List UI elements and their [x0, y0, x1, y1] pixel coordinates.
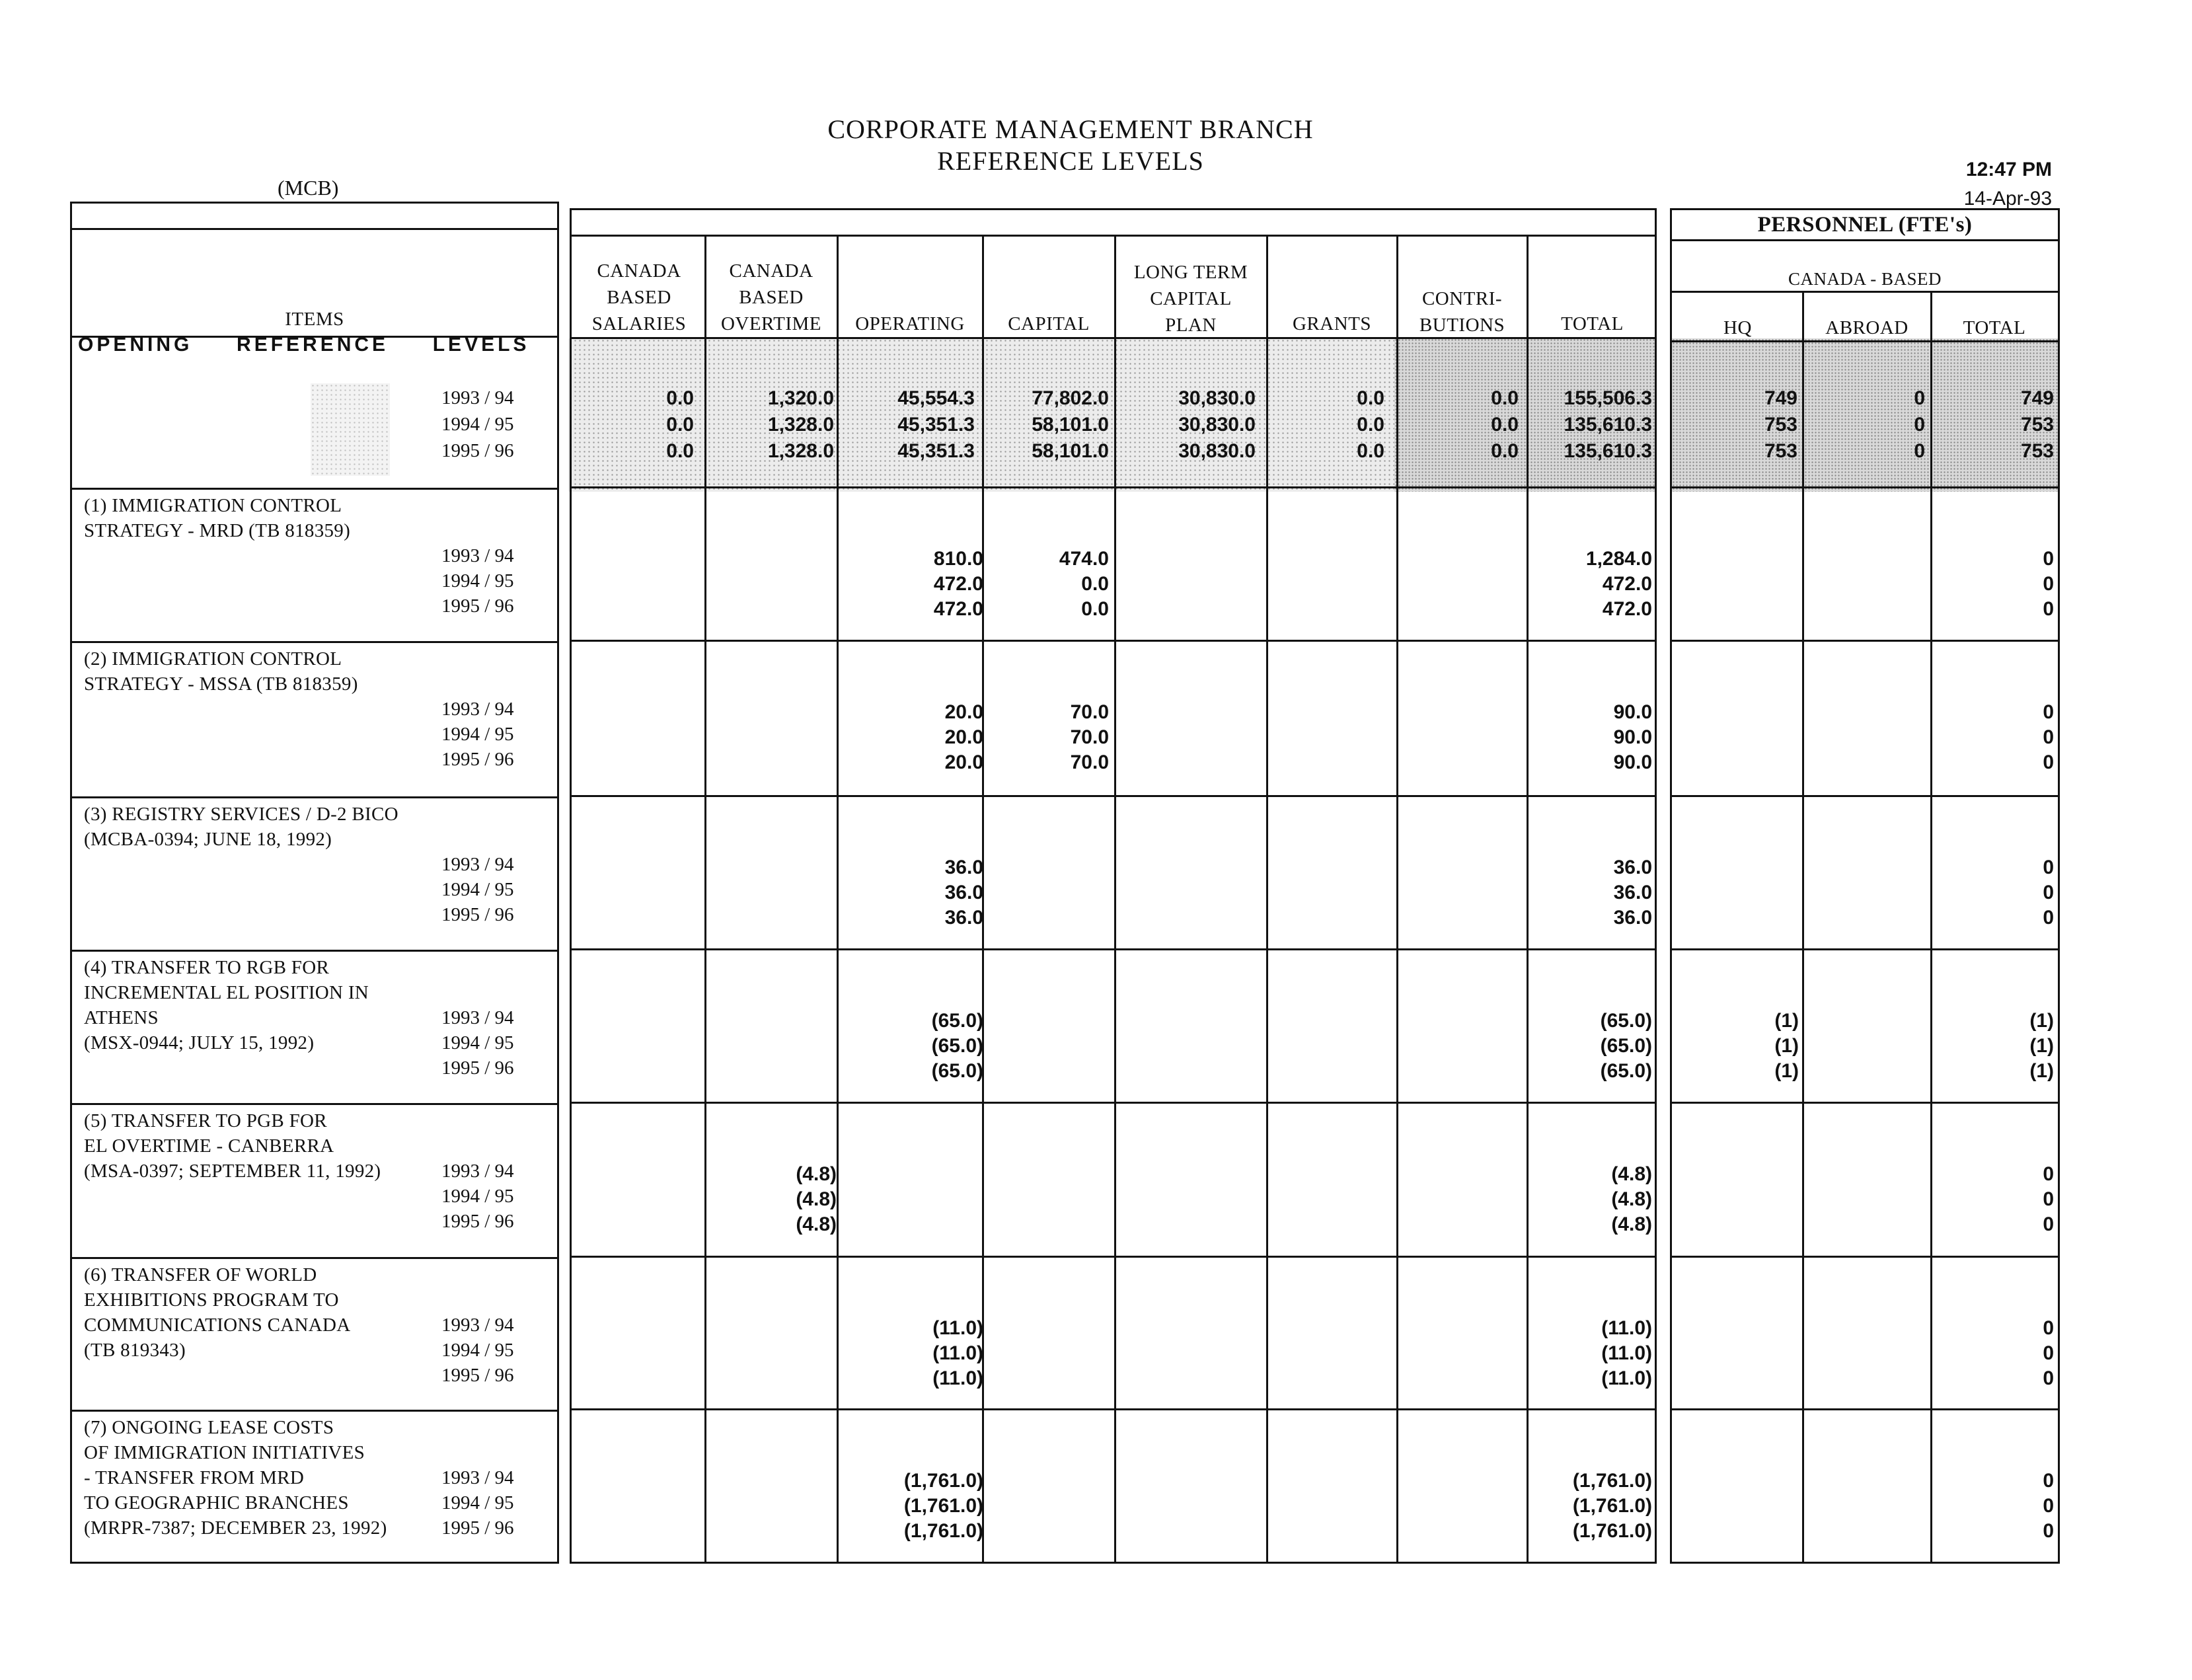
section-6-row-year: 1995 / 96 — [441, 1365, 514, 1386]
section-2-row-year: 1993 / 94 — [441, 699, 514, 720]
section-4-description-line: ATHENS — [84, 1007, 159, 1028]
section-2-total-value: 90.0 — [1613, 751, 1652, 773]
section-7-total-value: (1,761.0) — [1572, 1495, 1652, 1517]
section-7-description-line: (7) ONGOING LEASE COSTS — [84, 1417, 334, 1438]
canada-based-header: CANADA - BASED — [1788, 269, 1942, 289]
report-date: 14-Apr-93 — [1963, 188, 2052, 210]
items-section-divider — [70, 950, 559, 952]
opening-operating-value: 45,351.3 — [897, 440, 975, 462]
opening-salaries-value: 0.0 — [666, 440, 694, 462]
section-6-total-value: (11.0) — [1601, 1317, 1652, 1339]
report-time: 12:47 PM — [1965, 159, 2052, 180]
section-5-row-year: 1994 / 95 — [441, 1186, 514, 1207]
section-6-row-year: 1993 / 94 — [441, 1315, 514, 1336]
ltcp-header: LONG TERM CAPITAL PLAN — [1133, 262, 1248, 336]
section-1-row-year: 1994 / 95 — [441, 570, 514, 592]
hq-header: HQ — [1723, 317, 1752, 338]
opening-operating-value: 45,554.3 — [897, 387, 975, 409]
section-1-description-line: STRATEGY - MRD (TB 818359) — [84, 520, 351, 541]
section-1-operating-value: 810.0 — [933, 548, 983, 570]
financial-section-divider — [570, 640, 1657, 642]
personnel-column-divider — [1802, 291, 1804, 1564]
financial-section-divider — [570, 1408, 1657, 1410]
section-4-hq-value: (1) — [1774, 1010, 1799, 1032]
section-6-description-line: (TB 819343) — [84, 1340, 186, 1361]
personnel-header-rule — [1670, 239, 2060, 241]
section-3-row-year: 1995 / 96 — [441, 904, 514, 925]
section-7-row-year: 1995 / 96 — [441, 1517, 514, 1539]
section-5-row-year: 1993 / 94 — [441, 1161, 514, 1182]
section-1-total-value: 472.0 — [1602, 598, 1652, 620]
section-2-row-year: 1994 / 95 — [441, 724, 514, 745]
section-3-operating-value: 36.0 — [944, 882, 983, 903]
opening-fte_total-value: 753 — [2020, 414, 2054, 436]
section-4-operating-value: (65.0) — [931, 1035, 983, 1057]
section-4-fte_total-value: (1) — [2029, 1035, 2054, 1057]
section-3-row-year: 1993 / 94 — [441, 854, 514, 875]
report-subtitle: REFERENCE LEVELS — [937, 146, 1204, 176]
section-4-total-value: (65.0) — [1600, 1060, 1652, 1082]
section-2-capital-value: 70.0 — [1070, 701, 1109, 723]
section-3-total-value: 36.0 — [1613, 907, 1652, 929]
section-1-operating-value: 472.0 — [933, 598, 983, 620]
section-5-total-value: (4.8) — [1611, 1213, 1652, 1235]
section-1-operating-value: 472.0 — [933, 573, 983, 595]
section-6-total-value: (11.0) — [1601, 1367, 1652, 1389]
section-2-fte_total-value: 0 — [2043, 701, 2054, 723]
section-7-operating-value: (1,761.0) — [903, 1470, 983, 1492]
section-2-capital-value: 70.0 — [1070, 751, 1109, 773]
opening-reference-levels-label: OPENING REFERENCE LEVELS — [78, 334, 530, 356]
financial-section-divider — [570, 948, 1657, 950]
section-5-overtime-value: (4.8) — [796, 1163, 837, 1185]
section-2-fte_total-value: 0 — [2043, 751, 2054, 773]
section-6-operating-value: (11.0) — [932, 1317, 983, 1339]
opening-total-value: 135,610.3 — [1564, 440, 1652, 462]
section-2-total-value: 90.0 — [1613, 701, 1652, 723]
section-6-operating-value: (11.0) — [932, 1342, 983, 1364]
personnel-section-divider — [1670, 795, 2060, 797]
section-3-operating-value: 36.0 — [944, 857, 983, 878]
opening-hq-value: 749 — [1764, 387, 1797, 409]
section-2-operating-value: 20.0 — [944, 751, 983, 773]
section-4-description-line: INCREMENTAL EL POSITION IN — [84, 982, 369, 1003]
section-3-fte_total-value: 0 — [2043, 857, 2054, 878]
opening-salaries-value: 0.0 — [666, 414, 694, 436]
items-section-divider — [70, 796, 559, 798]
section-5-fte_total-value: 0 — [2043, 1188, 2054, 1210]
section-4-total-value: (65.0) — [1600, 1010, 1652, 1032]
opening-row-year: 1995 / 96 — [441, 440, 514, 461]
section-2-operating-value: 20.0 — [944, 701, 983, 723]
personnel-section-divider — [1670, 1256, 2060, 1258]
contributions-header: CONTRI- BUTIONS — [1419, 288, 1505, 336]
section-1-total-value: 472.0 — [1602, 573, 1652, 595]
section-6-description-line: (6) TRANSFER OF WORLD — [84, 1264, 317, 1285]
personnel-section-divider — [1670, 1102, 2060, 1104]
section-7-fte_total-value: 0 — [2043, 1495, 2054, 1517]
opening-row-year: 1994 / 95 — [441, 414, 514, 435]
section-5-fte_total-value: 0 — [2043, 1213, 2054, 1235]
section-6-fte_total-value: 0 — [2043, 1367, 2054, 1389]
opening-operating-value: 45,351.3 — [897, 414, 975, 436]
operating-header: OPERATING — [855, 313, 965, 334]
section-6-fte_total-value: 0 — [2043, 1342, 2054, 1364]
opening-capital-value: 77,802.0 — [1032, 387, 1109, 409]
section-3-total-value: 36.0 — [1613, 857, 1652, 878]
section-1-row-year: 1993 / 94 — [441, 545, 514, 566]
opening-capital-value: 58,101.0 — [1032, 440, 1109, 462]
total-header: TOTAL — [1561, 313, 1624, 334]
section-1-row-year: 1995 / 96 — [441, 595, 514, 617]
section-1-fte_total-value: 0 — [2043, 548, 2054, 570]
section-4-operating-value: (65.0) — [931, 1060, 983, 1082]
section-7-row-year: 1993 / 94 — [441, 1467, 514, 1488]
section-3-operating-value: 36.0 — [944, 907, 983, 929]
section-2-total-value: 90.0 — [1613, 726, 1652, 748]
opening-abroad-value: 0 — [1914, 414, 1925, 436]
opening-contributions-value: 0.0 — [1491, 440, 1519, 462]
section-2-capital-value: 70.0 — [1070, 726, 1109, 748]
opening-contributions-value: 0.0 — [1491, 387, 1519, 409]
report-title: CORPORATE MANAGEMENT BRANCH — [827, 114, 1314, 144]
opening-overtime-value: 1,320.0 — [767, 387, 834, 409]
section-7-total-value: (1,761.0) — [1572, 1470, 1652, 1492]
section-1-capital-value: 474.0 — [1059, 548, 1109, 570]
opening-capital-value: 58,101.0 — [1032, 414, 1109, 436]
fte-total-header: TOTAL — [1963, 317, 2026, 338]
opening-abroad-value: 0 — [1914, 387, 1925, 409]
salaries-header: CANADA BASED SALARIES — [591, 260, 687, 334]
section-3-fte_total-value: 0 — [2043, 882, 2054, 903]
section-4-hq-value: (1) — [1774, 1035, 1799, 1057]
financial-section-divider — [570, 486, 1657, 488]
personnel-section-divider — [1670, 1408, 2060, 1410]
section-7-description-line: - TRANSFER FROM MRD — [84, 1467, 305, 1488]
section-5-total-value: (4.8) — [1611, 1188, 1652, 1210]
opening-hq-value: 753 — [1764, 414, 1797, 436]
items-section-divider — [70, 1410, 559, 1412]
section-3-row-year: 1994 / 95 — [441, 879, 514, 900]
section-4-row-year: 1995 / 96 — [441, 1057, 514, 1079]
section-7-fte_total-value: 0 — [2043, 1520, 2054, 1542]
personnel-section-divider — [1670, 948, 2060, 950]
opening-row-year: 1993 / 94 — [441, 387, 514, 408]
section-2-operating-value: 20.0 — [944, 726, 983, 748]
section-1-capital-value: 0.0 — [1081, 598, 1109, 620]
section-4-fte_total-value: (1) — [2029, 1060, 2054, 1082]
personnel-section-divider — [1670, 640, 2060, 642]
section-4-fte_total-value: (1) — [2029, 1010, 2054, 1032]
branch-code: (MCB) — [278, 176, 339, 200]
section-3-fte_total-value: 0 — [2043, 907, 2054, 929]
opening-total-value: 155,506.3 — [1564, 387, 1652, 409]
personnel-section-divider — [1670, 486, 2060, 488]
section-7-row-year: 1994 / 95 — [441, 1492, 514, 1513]
overtime-header: CANADA BASED OVERTIME — [720, 260, 822, 334]
section-5-description-line: EL OVERTIME - CANBERRA — [84, 1135, 334, 1157]
section-1-description-line: (1) IMMIGRATION CONTROL — [84, 495, 342, 516]
grants-header: GRANTS — [1292, 313, 1371, 334]
section-6-total-value: (11.0) — [1601, 1342, 1652, 1364]
opening-fte_total-value: 753 — [2020, 440, 2054, 462]
section-1-total-value: 1,284.0 — [1585, 548, 1652, 570]
section-7-fte_total-value: 0 — [2043, 1470, 2054, 1492]
abroad-header: ABROAD — [1825, 317, 1909, 338]
opening-ltcp-value: 30,830.0 — [1178, 387, 1256, 409]
section-3-description-line: (MCBA-0394; JUNE 18, 1992) — [84, 829, 332, 850]
opening-contributions-value: 0.0 — [1491, 414, 1519, 436]
section-5-overtime-value: (4.8) — [796, 1213, 837, 1235]
section-5-description-line: (MSA-0397; SEPTEMBER 11, 1992) — [84, 1161, 381, 1182]
section-4-description-line: (4) TRANSFER TO RGB FOR — [84, 957, 330, 978]
items-section-divider — [70, 1103, 559, 1105]
section-6-row-year: 1994 / 95 — [441, 1340, 514, 1361]
items-section-divider — [70, 1257, 559, 1259]
section-4-row-year: 1994 / 95 — [441, 1032, 514, 1053]
items-header: ITEMS — [285, 309, 344, 330]
opening-hq-value: 753 — [1764, 440, 1797, 462]
section-6-description-line: COMMUNICATIONS CANADA — [84, 1315, 351, 1336]
section-1-fte_total-value: 0 — [2043, 573, 2054, 595]
section-4-hq-value: (1) — [1774, 1060, 1799, 1082]
section-7-description-line: TO GEOGRAPHIC BRANCHES — [84, 1492, 349, 1513]
financial-section-divider — [570, 1102, 1657, 1104]
section-7-description-line: (MRPR-7387; DECEMBER 23, 1992) — [84, 1517, 387, 1539]
section-4-total-value: (65.0) — [1600, 1035, 1652, 1057]
opening-salaries-value: 0.0 — [666, 387, 694, 409]
section-2-row-year: 1995 / 96 — [441, 749, 514, 770]
section-1-capital-value: 0.0 — [1081, 573, 1109, 595]
financial-section-divider — [570, 1256, 1657, 1258]
section-5-overtime-value: (4.8) — [796, 1188, 837, 1210]
section-7-total-value: (1,761.0) — [1572, 1520, 1652, 1542]
section-5-row-year: 1995 / 96 — [441, 1211, 514, 1232]
opening-grants-value: 0.0 — [1357, 414, 1384, 436]
opening-ltcp-value: 30,830.0 — [1178, 440, 1256, 462]
opening-grants-value: 0.0 — [1357, 440, 1384, 462]
section-7-operating-value: (1,761.0) — [903, 1495, 983, 1517]
section-6-description-line: EXHIBITIONS PROGRAM TO — [84, 1289, 339, 1311]
section-4-row-year: 1993 / 94 — [441, 1007, 514, 1028]
section-5-description-line: (5) TRANSFER TO PGB FOR — [84, 1110, 327, 1131]
section-7-description-line: OF IMMIGRATION INITIATIVES — [84, 1442, 365, 1463]
section-1-fte_total-value: 0 — [2043, 598, 2054, 620]
opening-overtime-value: 1,328.0 — [767, 440, 834, 462]
opening-ltcp-value: 30,830.0 — [1178, 414, 1256, 436]
section-5-fte_total-value: 0 — [2043, 1163, 2054, 1185]
opening-fte_total-value: 749 — [2020, 387, 2054, 409]
items-header-rule-top — [70, 228, 559, 230]
section-3-total-value: 36.0 — [1613, 882, 1652, 903]
opening-grants-value: 0.0 — [1357, 387, 1384, 409]
section-2-fte_total-value: 0 — [2043, 726, 2054, 748]
section-5-total-value: (4.8) — [1611, 1163, 1652, 1185]
section-4-operating-value: (65.0) — [931, 1010, 983, 1032]
section-7-operating-value: (1,761.0) — [903, 1520, 983, 1542]
financial-header-rule-top — [570, 235, 1657, 237]
section-2-description-line: STRATEGY - MSSA (TB 818359) — [84, 673, 358, 695]
section-6-operating-value: (11.0) — [932, 1367, 983, 1389]
items-section-divider — [70, 641, 559, 643]
opening-overtime-value: 1,328.0 — [767, 414, 834, 436]
opening-abroad-value: 0 — [1914, 440, 1925, 462]
financial-section-divider — [570, 795, 1657, 797]
personnel-header: PERSONNEL (FTE's) — [1757, 213, 1973, 237]
opening-total-value: 135,610.3 — [1564, 414, 1652, 436]
items-section-divider — [70, 488, 559, 490]
section-3-description-line: (3) REGISTRY SERVICES / D-2 BICO — [84, 804, 398, 825]
capital-header: CAPITAL — [1008, 313, 1090, 334]
section-6-fte_total-value: 0 — [2043, 1317, 2054, 1339]
section-2-description-line: (2) IMMIGRATION CONTROL — [84, 648, 342, 669]
section-4-description-line: (MSX-0944; JULY 15, 1992) — [84, 1032, 315, 1053]
